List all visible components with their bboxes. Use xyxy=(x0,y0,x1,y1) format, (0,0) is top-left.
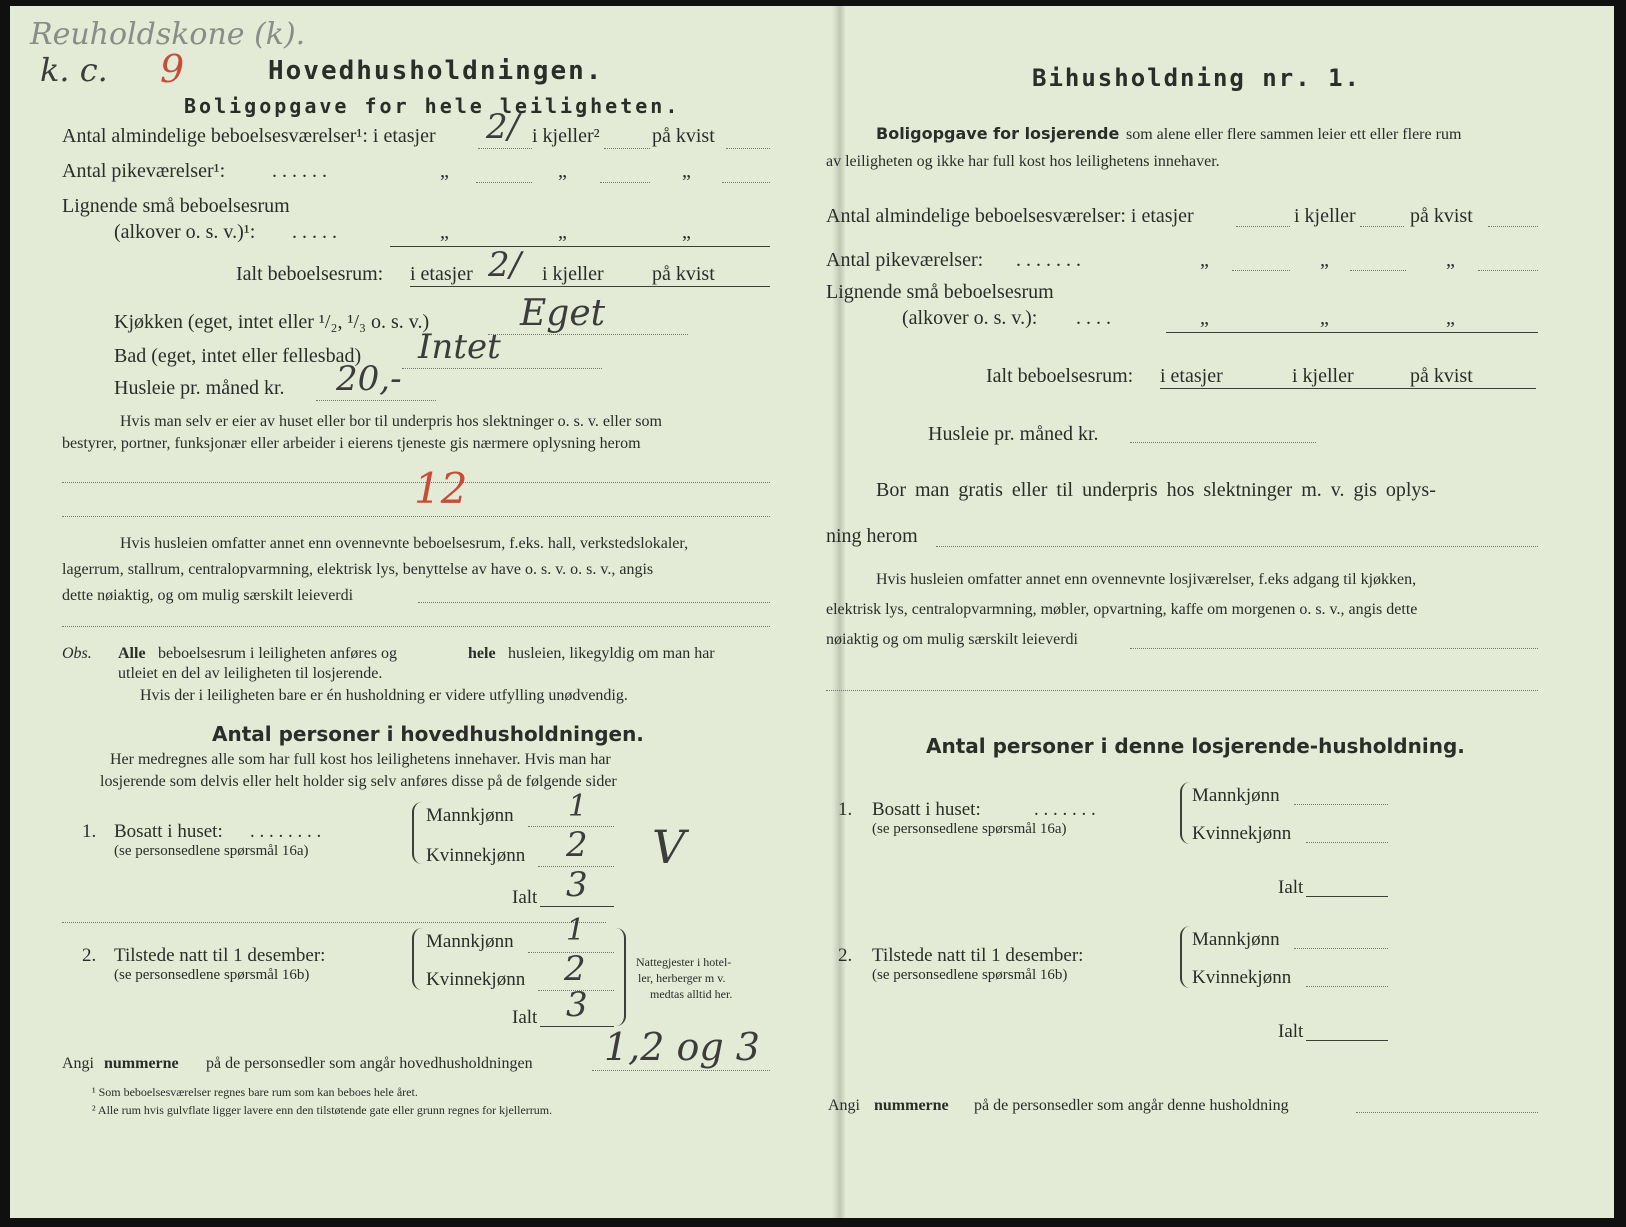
alkover-label: (alkover o. s. v.)¹: xyxy=(114,221,256,243)
ialt-underline xyxy=(410,286,770,287)
obs-line1: beboelsesrum i leiligheten anføres og xyxy=(158,645,398,662)
ditto-mark: „ xyxy=(558,221,567,243)
right-ialt-kjeller: i kjeller xyxy=(1292,365,1354,387)
right-q1-mann-field xyxy=(1294,804,1388,805)
obs-alle: Alle xyxy=(118,645,146,662)
right-q1-kvinne-field xyxy=(1306,842,1388,843)
right-angi-field xyxy=(1356,1112,1538,1113)
right-q2-ialt-label: Ialt xyxy=(1278,1021,1304,1042)
q1-kvinne-label: Kvinnekjønn xyxy=(426,845,526,866)
rooms-kjeller-label: i kjeller² xyxy=(532,125,600,147)
ditto-mark: „ xyxy=(1446,307,1455,329)
right-alkover-label: (alkover o. s. v.): xyxy=(902,307,1038,329)
q2-mann-label: Mannkjønn xyxy=(426,931,514,952)
right-rent-label: Husleie pr. måned kr. xyxy=(928,423,1099,445)
obs-line2: utleiet en del av leiligheten til losjerende. xyxy=(118,665,383,682)
right-intro-line2: av leiligheten og ikke har full kost hos leilighetens innehaver. xyxy=(826,153,1220,170)
right-kvist-field xyxy=(1488,226,1538,227)
obs-line1-end: husleien, likegyldig om man har xyxy=(508,645,715,662)
handwritten-red-mark: 12 xyxy=(414,464,468,513)
right-q1-dots: . . . . . . . xyxy=(1034,799,1096,820)
right-pikevaerelser-label: Antal pikeværelser: xyxy=(826,249,984,271)
q2-label: Tilstede natt til 1 desember: xyxy=(114,945,326,966)
q2-number: 2. xyxy=(82,945,97,966)
ditto-mark: „ xyxy=(558,160,567,182)
ialt-etasjer-label: i etasjer xyxy=(410,263,473,285)
rooms-kvist-label: på kvist xyxy=(652,125,715,147)
right-intro-line1: som alene eller flere sammen leier ett eller flere rum xyxy=(1126,126,1462,143)
handwritten-nummerne: 1,2 og 3 xyxy=(604,1025,760,1069)
right-q1-number: 1. xyxy=(838,799,853,820)
q2-ialt-label: Ialt xyxy=(512,1007,538,1028)
field-line xyxy=(600,182,650,183)
field-line xyxy=(1350,270,1406,271)
bath-label: Bad (eget, intet eller fellesbad) xyxy=(114,345,362,367)
alkover-underline xyxy=(390,246,770,247)
nattegjester-line3: medtas alltid her. xyxy=(650,987,733,1001)
q2-reference: (se personsedlene spørsmål 16b) xyxy=(114,967,310,983)
field-line xyxy=(722,182,770,183)
right-gratis-field xyxy=(936,546,1538,547)
obs-label: Obs. xyxy=(62,645,92,662)
right-q1-mann-label: Mannkjønn xyxy=(1192,785,1280,806)
right-q2-kvinne-label: Kvinnekjønn xyxy=(1192,967,1292,988)
persons-note-line2: losjerende som delvis eller helt holder sig selv anføres disse på de følgende sider xyxy=(100,773,617,790)
includes-note-line2: lagerrum, stallrum, centralopvarmning, elektrisk lys, benyttelse av have o. s. v. o. s. v., angis xyxy=(62,561,654,578)
right-q2-mann-label: Mannkjønn xyxy=(1192,929,1280,950)
ditto-mark: „ xyxy=(1320,307,1329,329)
handwritten-margin-number: 9 xyxy=(160,47,185,91)
field-line xyxy=(1478,270,1538,271)
q1-dots: . . . . . . . . xyxy=(250,821,322,842)
includes-note-line3: dette nøiaktig, og om mulig særskilt leieverdi xyxy=(62,587,354,604)
right-q1-label: Bosatt i huset: xyxy=(872,799,981,820)
q2-brace xyxy=(412,928,422,990)
includes-field-line xyxy=(62,626,770,627)
ditto-mark: „ xyxy=(440,160,449,182)
ialt-kjeller-label: i kjeller xyxy=(542,263,604,285)
right-includes-line2: elektrisk lys, centralopvarmning, møbler, opvartning, kaffe om morgenen o. s. v., angis dette xyxy=(826,601,1418,618)
right-includes-field xyxy=(826,690,1538,691)
owner-note-line2: bestyrer, portner, funksjonær eller arbeider i eierens tjeneste gis nærmere oplysning herom xyxy=(62,435,641,452)
field-line xyxy=(1232,270,1290,271)
q1-reference: (se personsedlene spørsmål 16a) xyxy=(114,843,309,859)
right-kvist-label: på kvist xyxy=(1410,205,1473,227)
q1-ialt-field xyxy=(540,906,614,907)
separator-line xyxy=(62,922,606,923)
right-includes-line1: Hvis husleien omfatter annet enn ovennevnte losjiværelser, f.eks adgang til kjøkken, xyxy=(876,571,1417,588)
right-alkover-dots: . . . . xyxy=(1076,307,1111,329)
handwritten-bosatt-mann: 1 xyxy=(568,789,588,824)
right-q2-kvinne-field xyxy=(1306,986,1388,987)
rooms-line1-label: Antal almindelige beboelsesværelser¹: i etasjer xyxy=(62,125,436,147)
footnote-2: ² Alle rum hvis gulvflate ligger lavere enn den tilstøtende gate eller grunn regnes for kjellerrum. xyxy=(92,1103,553,1117)
q2-ialt-field xyxy=(540,1026,614,1027)
right-angi-nummerne: nummerne xyxy=(874,1097,949,1114)
ditto-mark: „ xyxy=(682,160,691,182)
owner-note-line xyxy=(62,516,770,517)
ditto-mark: „ xyxy=(1320,249,1329,271)
ditto-mark: „ xyxy=(1200,307,1209,329)
kvist-field-line xyxy=(726,148,770,149)
nattegjester-line1: Nattegjester i hotel- xyxy=(636,955,732,969)
right-rooms-line1-label: Antal almindelige beboelsesværelser: i etasjer xyxy=(826,205,1194,227)
includes-note-line1: Hvis husleien omfatter annet enn ovennevnte beboelsesrum, f.eks. hall, verkstedslokaler, xyxy=(120,535,689,552)
right-gratis-line1: Bor man gratis eller til underpris hos slektninger m. v. gis oplys- xyxy=(876,479,1436,501)
right-alkover-underline xyxy=(1166,332,1538,333)
footnote-1: ¹ Som beboelsesværelser regnes bare rum som kan beboes hele året. xyxy=(92,1085,418,1099)
right-angi-text: på de personsedler som angår denne husholdning xyxy=(974,1097,1289,1114)
handwritten-bosatt-ialt: 3 xyxy=(566,865,588,905)
right-etasjer-field xyxy=(1236,226,1290,227)
right-q1-ialt-label: Ialt xyxy=(1278,877,1304,898)
handwritten-rent: 20,- xyxy=(336,359,402,399)
right-angi-label: Angi xyxy=(828,1097,860,1114)
ialt-beboelsesrum-label: Ialt beboelsesrum: xyxy=(236,263,384,285)
q1-ialt-label: Ialt xyxy=(512,887,538,908)
bath-field-line xyxy=(402,368,602,369)
left-angi-nummerne: nummerne xyxy=(104,1055,179,1072)
right-q2-ialt-field xyxy=(1306,1040,1388,1041)
handwritten-margin-code: k. c. xyxy=(40,51,108,89)
ditto-mark: „ xyxy=(682,221,691,243)
right-q1-ialt-field xyxy=(1306,896,1388,897)
owner-note-line1: Hvis man selv er eier av huset eller bor til underpris hos slektninger o. s. v. eller som xyxy=(120,413,662,430)
q1-mann-label: Mannkjønn xyxy=(426,805,514,826)
right-q1-reference: (se personsedlene spørsmål 16a) xyxy=(872,821,1067,837)
right-rent-field xyxy=(1130,442,1316,443)
right-q2-number: 2. xyxy=(838,945,853,966)
handwritten-margin-note: Reuholdskone (k). xyxy=(30,17,306,52)
handwritten-kitchen: Eget xyxy=(520,293,606,334)
right-q1-kvinne-label: Kvinnekjønn xyxy=(1192,823,1292,844)
left-title: Hovedhusholdningen. xyxy=(268,56,604,86)
q1-label: Bosatt i huset: xyxy=(114,821,223,842)
right-q2-brace xyxy=(1180,926,1190,988)
right-persons-title: Antal personer i denne losjerende-husholdning. xyxy=(926,734,1465,758)
right-includes-field xyxy=(1130,648,1538,649)
left-angi-text: på de personsedler som angår hovedhusholdningen xyxy=(206,1055,533,1072)
right-gratis-line2: ning herom xyxy=(826,525,918,547)
handwritten-bosatt-kvinne: 2 xyxy=(566,825,588,865)
right-kjeller-field xyxy=(1360,226,1404,227)
ialt-kvist-label: på kvist xyxy=(652,263,715,285)
handwritten-ialt-count: 2/ xyxy=(488,245,522,285)
ditto-mark: „ xyxy=(1200,249,1209,271)
obs-line3: Hvis der i leiligheten bare er én husholdning er videre utfylling unødvendig. xyxy=(140,687,628,704)
right-includes-line3: nøiaktig og om mulig særskilt leieverdi xyxy=(826,631,1078,648)
right-lignende-label: Lignende små beboelsesrum xyxy=(826,281,1054,303)
right-ialt-kvist: på kvist xyxy=(1410,365,1473,387)
obs-hele: hele xyxy=(468,645,496,662)
handwritten-check-mark: V xyxy=(652,820,686,874)
right-ialt-underline xyxy=(1160,388,1536,389)
left-subtitle: Boligopgave for hele leiligheten. xyxy=(184,94,681,118)
right-title: Bihusholdning nr. 1. xyxy=(1032,64,1361,92)
handwritten-etasjer-count: 2/ xyxy=(486,107,520,147)
right-q1-brace xyxy=(1180,782,1190,844)
q1-number: 1. xyxy=(82,821,97,842)
lignende-label: Lignende små beboelsesrum xyxy=(62,195,290,217)
field-line xyxy=(476,182,532,183)
nattegjester-brace xyxy=(616,928,626,1026)
handwritten-bath: Intet xyxy=(418,327,501,367)
census-form-sheet xyxy=(10,6,1614,1218)
left-persons-title: Antal personer i hovedhusholdningen. xyxy=(212,722,644,746)
handwritten-tilstede-ialt: 3 xyxy=(566,985,588,1025)
kitchen-label: Kjøkken (eget, intet eller ¹/₂, ¹/₃ o. s. v.) xyxy=(114,311,430,333)
nattegjester-line2: ler, herberger m v. xyxy=(638,971,726,985)
right-ialt-etasjer: i etasjer xyxy=(1160,365,1223,387)
right-pikevaerelser-dots: . . . . . . . xyxy=(1016,249,1081,271)
right-intro-bold: Boligopgave for losjerende xyxy=(876,124,1120,143)
kjeller-field-line xyxy=(604,148,650,149)
handwritten-tilstede-mann: 1 xyxy=(566,913,586,948)
q1-brace xyxy=(412,802,422,864)
right-q2-reference: (se personsedlene spørsmål 16b) xyxy=(872,967,1068,983)
rent-label: Husleie pr. måned kr. xyxy=(114,377,285,399)
ditto-mark: „ xyxy=(1446,249,1455,271)
persons-note-line1: Her medregnes alle som har full kost hos leilighetens innehaver. Hvis man har xyxy=(110,751,611,768)
right-q2-label: Tilstede natt til 1 desember: xyxy=(872,945,1084,966)
pikevaerelser-dots: . . . . . . xyxy=(272,160,327,182)
etasjer-field-line xyxy=(478,148,532,149)
includes-field-line xyxy=(418,602,770,603)
kitchen-field-line xyxy=(488,334,688,335)
ditto-mark: „ xyxy=(440,221,449,243)
right-kjeller-label: i kjeller xyxy=(1294,205,1356,227)
handwritten-tilstede-kvinne: 2 xyxy=(564,949,586,989)
right-ialt-label: Ialt beboelsesrum: xyxy=(986,365,1134,387)
left-angi-field xyxy=(592,1070,770,1071)
q2-kvinne-label: Kvinnekjønn xyxy=(426,969,526,990)
rent-field-line xyxy=(316,400,436,401)
pikevaerelser-label: Antal pikeværelser¹: xyxy=(62,160,226,182)
left-angi-label: Angi xyxy=(62,1055,94,1072)
right-q2-mann-field xyxy=(1294,948,1388,949)
alkover-dots: . . . . . xyxy=(292,221,337,243)
